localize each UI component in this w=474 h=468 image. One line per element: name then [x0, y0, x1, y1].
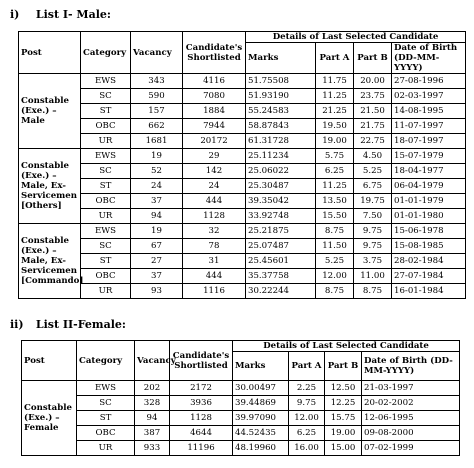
table-row [19, 239, 466, 254]
marks-cell: 35.37758 [246, 269, 316, 284]
table-row [19, 254, 466, 269]
shortlisted-cell: 7944 [183, 119, 246, 134]
table-row [22, 396, 460, 411]
shortlisted-cell: 3936 [170, 396, 233, 411]
dob-cell: 07-02-1999 [362, 441, 460, 456]
category-cell: SC [81, 239, 131, 254]
dob-cell: 02-03-1997 [392, 89, 466, 104]
marks-cell: 39.97090 [233, 411, 289, 426]
marks-cell: 51.93190 [246, 89, 316, 104]
part-a-header: Part A [316, 43, 354, 74]
marks-cell: 33.92748 [246, 209, 316, 224]
part-a-cell: 19.50 [316, 119, 354, 134]
dob-cell: 18-04-1977 [392, 164, 466, 179]
category-cell: UR [81, 134, 131, 149]
category-cell: OBC [81, 194, 131, 209]
part-a-cell: 11.50 [316, 239, 354, 254]
category-cell: UR [81, 209, 131, 224]
part-b-cell: 7.50 [354, 209, 392, 224]
category-cell: OBC [81, 269, 131, 284]
category-cell: UR [77, 441, 135, 456]
category-cell: EWS [81, 74, 131, 89]
part-b-cell: 4.50 [354, 149, 392, 164]
marks-cell: 51.75508 [246, 74, 316, 89]
table-row [19, 104, 466, 119]
category-cell: SC [81, 164, 131, 179]
marks-cell: 61.31728 [246, 134, 316, 149]
table-row [19, 269, 466, 284]
marks-cell: 39.35042 [246, 194, 316, 209]
part-a-cell: 9.75 [289, 396, 325, 411]
part-b-cell: 12.50 [325, 381, 362, 396]
part-a-cell: 12.00 [316, 269, 354, 284]
table-row [19, 209, 466, 224]
part-a-cell: 16.00 [289, 441, 325, 456]
shortlisted-cell: 24 [183, 179, 246, 194]
vacancy-cell: 202 [135, 381, 170, 396]
shortlisted-cell: 32 [183, 224, 246, 239]
dob-cell: 15-07-1979 [392, 149, 466, 164]
vacancy-cell: 387 [135, 426, 170, 441]
category-cell: OBC [81, 119, 131, 134]
table-row [19, 119, 466, 134]
part-b-cell: 19.75 [354, 194, 392, 209]
part-b-cell: 21.50 [354, 104, 392, 119]
table-row [19, 74, 466, 89]
shortlisted-cell: 20172 [183, 134, 246, 149]
part-a-cell: 5.25 [316, 254, 354, 269]
dob-cell: 09-08-2000 [362, 426, 460, 441]
shortlisted-cell: 31 [183, 254, 246, 269]
part-b-cell: 21.75 [354, 119, 392, 134]
list2-number: ii) [10, 318, 24, 331]
shortlisted-cell: 11196 [170, 441, 233, 456]
dob-cell: 18-07-1997 [392, 134, 466, 149]
shortlisted-cell: 1128 [183, 209, 246, 224]
vacancy-cell: 343 [131, 74, 183, 89]
shortlisted-cell: 1116 [183, 284, 246, 299]
details-header: Details of Last Selected Candidate [246, 32, 466, 43]
part-a-header: Part A [289, 352, 325, 381]
category-cell: EWS [81, 224, 131, 239]
table-row [19, 164, 466, 179]
dob-cell: 06-04-1979 [392, 179, 466, 194]
part-a-cell: 8.75 [316, 284, 354, 299]
marks-cell: 25.11234 [246, 149, 316, 164]
category-cell: ST [81, 179, 131, 194]
part-a-cell: 8.75 [316, 224, 354, 239]
part-a-cell: 5.75 [316, 149, 354, 164]
part-a-cell: 13.50 [316, 194, 354, 209]
list1-heading [10, 8, 111, 21]
part-b-cell: 22.75 [354, 134, 392, 149]
post-cell: Constable (Exe.) – Male, Ex-Servicemen [Others] [19, 149, 81, 224]
dob-cell: 15-08-1985 [392, 239, 466, 254]
shortlisted-cell: 1128 [170, 411, 233, 426]
table-row [22, 411, 460, 426]
part-b-header: Part B [325, 352, 362, 381]
vacancy-cell: 93 [131, 284, 183, 299]
marks-cell: 30.22244 [246, 284, 316, 299]
marks-cell: 25.07487 [246, 239, 316, 254]
shortlisted-cell: 1884 [183, 104, 246, 119]
part-a-cell: 6.25 [289, 426, 325, 441]
marks-cell: 44.52435 [233, 426, 289, 441]
part-a-cell: 15.50 [316, 209, 354, 224]
table-row [19, 149, 466, 164]
list2-table [21, 340, 460, 456]
marks-cell: 25.45601 [246, 254, 316, 269]
vacancy-cell: 37 [131, 194, 183, 209]
post-header: Post [19, 32, 81, 74]
part-a-cell: 11.25 [316, 89, 354, 104]
list2-heading [10, 318, 126, 331]
vacancy-cell: 67 [131, 239, 183, 254]
dob-header: Date of Birth (DD-MM-YYYY) [362, 352, 460, 381]
part-b-cell: 9.75 [354, 224, 392, 239]
part-b-cell: 23.75 [354, 89, 392, 104]
part-b-cell: 15.75 [325, 411, 362, 426]
shortlisted-cell: 7080 [183, 89, 246, 104]
part-a-cell: 2.25 [289, 381, 325, 396]
marks-cell: 30.00497 [233, 381, 289, 396]
shortlisted-cell: 4644 [170, 426, 233, 441]
part-a-cell: 6.25 [316, 164, 354, 179]
dob-header: Date of Birth (DD-MM-YYYY) [392, 43, 466, 74]
vacancy-cell: 933 [135, 441, 170, 456]
vacancy-cell: 94 [135, 411, 170, 426]
list2-title: List II-Female: [35, 318, 126, 331]
post-header: Post [22, 341, 77, 381]
category-header: Category [81, 32, 131, 74]
part-b-cell: 5.25 [354, 164, 392, 179]
vacancy-cell: 52 [131, 164, 183, 179]
category-cell: SC [77, 396, 135, 411]
part-b-cell: 6.75 [354, 179, 392, 194]
vacancy-cell: 1681 [131, 134, 183, 149]
category-header: Category [77, 341, 135, 381]
category-cell: ST [81, 254, 131, 269]
shortlisted-cell: 29 [183, 149, 246, 164]
dob-cell: 01-01-1979 [392, 194, 466, 209]
part-a-cell: 11.75 [316, 74, 354, 89]
vacancy-header: Vacancy [131, 32, 183, 74]
category-cell: ST [81, 104, 131, 119]
part-a-cell: 12.00 [289, 411, 325, 426]
shortlisted-header: Candidate's Shortlisted [183, 32, 246, 74]
vacancy-cell: 24 [131, 179, 183, 194]
part-a-cell: 19.00 [316, 134, 354, 149]
post-cell: Constable (Exe.) – Male, Ex-Servicemen [Commando] [19, 224, 81, 299]
part-b-cell: 9.75 [354, 239, 392, 254]
part-b-cell: 3.75 [354, 254, 392, 269]
category-cell: ST [77, 411, 135, 426]
part-a-cell: 21.25 [316, 104, 354, 119]
marks-cell: 25.21875 [246, 224, 316, 239]
table-row [22, 426, 460, 441]
vacancy-cell: 94 [131, 209, 183, 224]
marks-cell: 58.87843 [246, 119, 316, 134]
dob-cell: 14-08-1995 [392, 104, 466, 119]
vacancy-cell: 19 [131, 224, 183, 239]
post-cell: Constable (Exe.) – Female [22, 381, 77, 456]
dob-cell: 20-02-2002 [362, 396, 460, 411]
category-cell: UR [81, 284, 131, 299]
shortlisted-cell: 78 [183, 239, 246, 254]
dob-cell: 27-08-1996 [392, 74, 466, 89]
details-header: Details of Last Selected Candidate [233, 341, 460, 352]
dob-cell: 27-07-1984 [392, 269, 466, 284]
part-b-cell: 20.00 [354, 74, 392, 89]
part-b-cell: 12.25 [325, 396, 362, 411]
vacancy-cell: 328 [135, 396, 170, 411]
shortlisted-cell: 444 [183, 269, 246, 284]
vacancy-cell: 590 [131, 89, 183, 104]
vacancy-cell: 662 [131, 119, 183, 134]
table-row [19, 134, 466, 149]
dob-cell: 01-01-1980 [392, 209, 466, 224]
dob-cell: 12-06-1995 [362, 411, 460, 426]
vacancy-cell: 19 [131, 149, 183, 164]
list1-body [19, 74, 466, 299]
dob-cell: 28-02-1984 [392, 254, 466, 269]
shortlisted-cell: 2172 [170, 381, 233, 396]
dob-cell: 15-06-1978 [392, 224, 466, 239]
marks-cell: 48.19960 [233, 441, 289, 456]
dob-cell: 21-03-1997 [362, 381, 460, 396]
dob-cell: 16-01-1984 [392, 284, 466, 299]
shortlisted-cell: 142 [183, 164, 246, 179]
part-b-cell: 15.00 [325, 441, 362, 456]
marks-cell: 25.06022 [246, 164, 316, 179]
category-cell: EWS [81, 149, 131, 164]
marks-cell: 25.30487 [246, 179, 316, 194]
marks-header: Marks [246, 43, 316, 74]
part-b-cell: 8.75 [354, 284, 392, 299]
part-b-header: Part B [354, 43, 392, 74]
category-cell: SC [81, 89, 131, 104]
list2-body [22, 381, 460, 456]
part-a-cell: 11.25 [316, 179, 354, 194]
vacancy-cell: 157 [131, 104, 183, 119]
table-row [19, 284, 466, 299]
part-b-cell: 19.00 [325, 426, 362, 441]
vacancy-header: Vacancy [135, 341, 170, 381]
category-cell: EWS [77, 381, 135, 396]
category-cell: OBC [77, 426, 135, 441]
part-b-cell: 11.00 [354, 269, 392, 284]
marks-header: Marks [233, 352, 289, 381]
list1-table [18, 31, 466, 299]
table-row [19, 224, 466, 239]
post-cell: Constable (Exe.) – Male [19, 74, 81, 149]
list1-number: i) [10, 8, 20, 21]
table-row [19, 89, 466, 104]
list1-title: List I- Male: [35, 8, 111, 21]
table-row [22, 441, 460, 456]
marks-cell: 55.24583 [246, 104, 316, 119]
table-row [22, 381, 460, 396]
dob-cell: 11-07-1997 [392, 119, 466, 134]
vacancy-cell: 37 [131, 269, 183, 284]
shortlisted-cell: 444 [183, 194, 246, 209]
shortlisted-cell: 4116 [183, 74, 246, 89]
vacancy-cell: 27 [131, 254, 183, 269]
marks-cell: 39.44869 [233, 396, 289, 411]
table-row [19, 179, 466, 194]
table-row [19, 194, 466, 209]
shortlisted-header: Candidate's Shortlisted [170, 341, 233, 381]
